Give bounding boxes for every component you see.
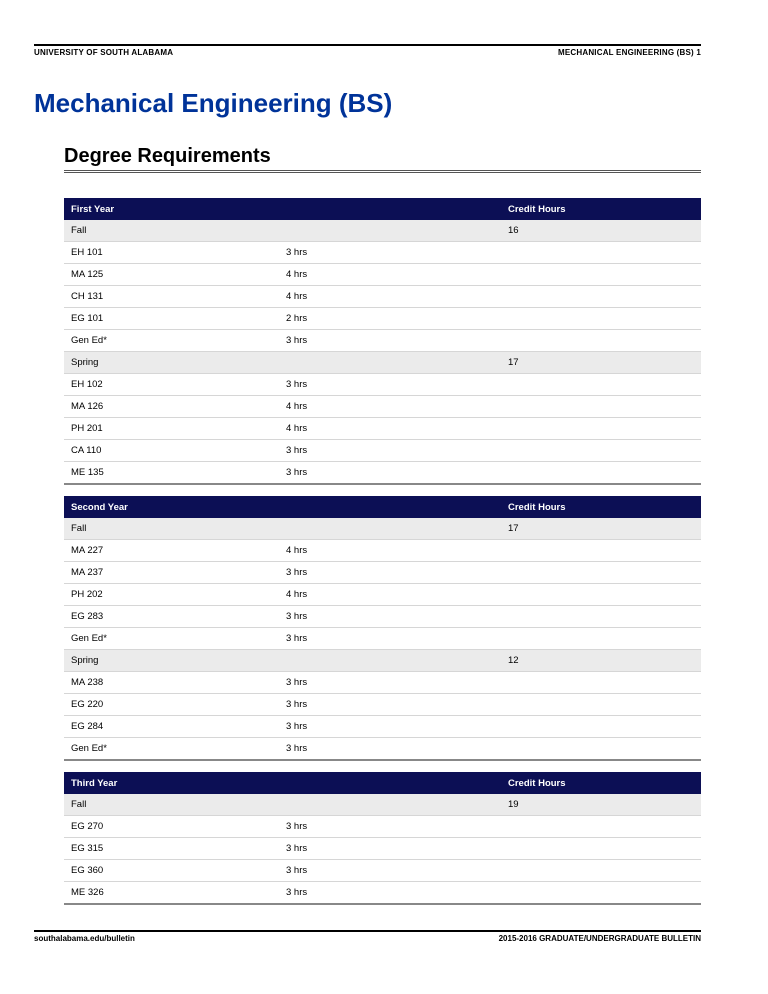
term-total-hours: 17 [494, 352, 701, 374]
footer-bulletin: 2015-2016 GRADUATE/UNDERGRADUATE BULLETIN [498, 934, 701, 943]
course-row [64, 816, 701, 838]
course-row [64, 628, 701, 650]
course-credit-cell [494, 440, 701, 462]
term-spacer [284, 650, 494, 672]
course-row [64, 838, 701, 860]
footer-url: southalabama.edu/bulletin [34, 934, 135, 943]
course-code: EG 360 [64, 860, 284, 882]
page-title: Mechanical Engineering (BS) [34, 88, 393, 118]
degree-requirements-tables [64, 198, 701, 916]
course-hours: 3 hrs [284, 672, 494, 694]
year-header-spacer [284, 496, 494, 518]
term-row [64, 650, 701, 672]
term-name: Spring [64, 352, 284, 374]
running-header-right: MECHANICAL ENGINEERING (BS) 1 [558, 48, 701, 57]
course-hours: 3 hrs [284, 462, 494, 485]
course-row [64, 462, 701, 485]
course-row [64, 440, 701, 462]
course-code: MA 126 [64, 396, 284, 418]
course-code: CA 110 [64, 440, 284, 462]
course-row [64, 242, 701, 264]
course-credit-cell [494, 838, 701, 860]
course-code: EH 102 [64, 374, 284, 396]
course-row [64, 860, 701, 882]
course-credit-cell [494, 694, 701, 716]
course-row [64, 286, 701, 308]
course-row [64, 396, 701, 418]
course-credit-cell [494, 396, 701, 418]
year-header-row [64, 198, 701, 220]
term-total-hours: 16 [494, 220, 701, 242]
term-spacer [284, 352, 494, 374]
course-code: MA 125 [64, 264, 284, 286]
course-hours: 3 hrs [284, 374, 494, 396]
course-credit-cell [494, 242, 701, 264]
course-row [64, 562, 701, 584]
term-total-hours: 12 [494, 650, 701, 672]
page-footer [34, 930, 701, 943]
year-header-spacer [284, 198, 494, 220]
year-label: Second Year [64, 496, 284, 518]
term-total-hours: 19 [494, 794, 701, 816]
course-credit-cell [494, 330, 701, 352]
course-hours: 4 hrs [284, 264, 494, 286]
course-row [64, 882, 701, 905]
course-code: EG 220 [64, 694, 284, 716]
course-hours: 3 hrs [284, 628, 494, 650]
term-spacer [284, 220, 494, 242]
course-code: PH 202 [64, 584, 284, 606]
credit-hours-header: Credit Hours [494, 198, 701, 220]
course-credit-cell [494, 562, 701, 584]
term-row [64, 352, 701, 374]
course-credit-cell [494, 308, 701, 330]
year-table [64, 772, 701, 905]
course-row [64, 694, 701, 716]
course-code: Gen Ed* [64, 738, 284, 761]
course-code: EG 283 [64, 606, 284, 628]
year-header-row [64, 772, 701, 794]
year-table [64, 198, 701, 485]
course-hours: 4 hrs [284, 396, 494, 418]
course-code: CH 131 [64, 286, 284, 308]
course-credit-cell [494, 882, 701, 905]
running-header [34, 44, 701, 57]
course-hours: 2 hrs [284, 308, 494, 330]
course-credit-cell [494, 418, 701, 440]
term-spacer [284, 518, 494, 540]
course-code: MA 238 [64, 672, 284, 694]
course-credit-cell [494, 672, 701, 694]
course-code: EH 101 [64, 242, 284, 264]
course-code: EG 101 [64, 308, 284, 330]
credit-hours-header: Credit Hours [494, 496, 701, 518]
course-hours: 4 hrs [284, 286, 494, 308]
term-name: Fall [64, 220, 284, 242]
course-code: ME 135 [64, 462, 284, 485]
course-credit-cell [494, 374, 701, 396]
course-hours: 4 hrs [284, 584, 494, 606]
course-code: EG 284 [64, 716, 284, 738]
course-hours: 3 hrs [284, 440, 494, 462]
course-hours: 3 hrs [284, 838, 494, 860]
course-code: EG 270 [64, 816, 284, 838]
course-credit-cell [494, 816, 701, 838]
year-header-spacer [284, 772, 494, 794]
year-label: Third Year [64, 772, 284, 794]
course-credit-cell [494, 286, 701, 308]
course-row [64, 584, 701, 606]
course-credit-cell [494, 462, 701, 485]
course-hours: 4 hrs [284, 540, 494, 562]
course-credit-cell [494, 738, 701, 761]
year-header-row [64, 496, 701, 518]
course-hours: 3 hrs [284, 330, 494, 352]
course-hours: 3 hrs [284, 716, 494, 738]
credit-hours-header: Credit Hours [494, 772, 701, 794]
course-row [64, 308, 701, 330]
term-row [64, 794, 701, 816]
section-divider [64, 170, 701, 173]
course-code: MA 237 [64, 562, 284, 584]
course-code: PH 201 [64, 418, 284, 440]
course-credit-cell [494, 628, 701, 650]
course-credit-cell [494, 264, 701, 286]
running-header-left: UNIVERSITY OF SOUTH ALABAMA [34, 48, 174, 57]
course-hours: 3 hrs [284, 816, 494, 838]
course-code: Gen Ed* [64, 628, 284, 650]
course-credit-cell [494, 584, 701, 606]
course-row [64, 716, 701, 738]
term-total-hours: 17 [494, 518, 701, 540]
course-credit-cell [494, 716, 701, 738]
course-hours: 3 hrs [284, 694, 494, 716]
course-hours: 4 hrs [284, 418, 494, 440]
course-hours: 3 hrs [284, 242, 494, 264]
course-row [64, 330, 701, 352]
course-row [64, 418, 701, 440]
course-row [64, 738, 701, 761]
course-row [64, 374, 701, 396]
course-row [64, 672, 701, 694]
term-name: Spring [64, 650, 284, 672]
course-row [64, 540, 701, 562]
term-spacer [284, 794, 494, 816]
course-hours: 3 hrs [284, 738, 494, 761]
course-hours: 3 hrs [284, 860, 494, 882]
course-credit-cell [494, 540, 701, 562]
term-row [64, 518, 701, 540]
course-credit-cell [494, 606, 701, 628]
course-code: Gen Ed* [64, 330, 284, 352]
term-row [64, 220, 701, 242]
year-table [64, 496, 701, 761]
course-row [64, 264, 701, 286]
course-row [64, 606, 701, 628]
course-hours: 3 hrs [284, 562, 494, 584]
term-name: Fall [64, 518, 284, 540]
course-hours: 3 hrs [284, 882, 494, 905]
course-credit-cell [494, 860, 701, 882]
course-hours: 3 hrs [284, 606, 494, 628]
year-label: First Year [64, 198, 284, 220]
course-code: EG 315 [64, 838, 284, 860]
section-title: Degree Requirements [64, 145, 271, 167]
course-code: ME 326 [64, 882, 284, 905]
term-name: Fall [64, 794, 284, 816]
course-code: MA 227 [64, 540, 284, 562]
